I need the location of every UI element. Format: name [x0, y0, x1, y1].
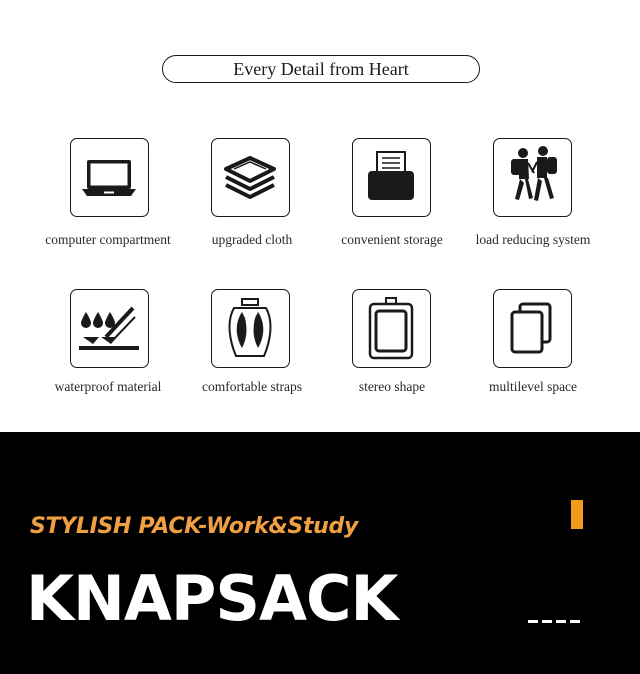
dash — [542, 620, 552, 623]
feature-label-comfortable-straps: comfortable straps — [201, 379, 303, 394]
feature-label-multilevel-space: multilevel space — [488, 379, 578, 394]
frame-icon — [352, 289, 431, 368]
feature-label-stereo-shape: stereo shape — [358, 379, 426, 394]
cloth-layers-icon — [211, 138, 290, 217]
feature-label-waterproof-material: waterproof material — [54, 379, 162, 394]
dash-decoration — [528, 620, 580, 623]
section-title: Every Detail from Heart — [162, 55, 480, 83]
accent-bar — [571, 500, 583, 529]
brand-banner — [0, 432, 640, 674]
feature-label-convenient-storage: convenient storage — [341, 232, 443, 247]
storage-pocket-icon — [352, 138, 431, 217]
feature-label-upgraded-cloth: upgraded cloth — [211, 232, 293, 247]
dash — [528, 620, 538, 623]
banner-tagline: STYLISH PACK-Work&Study — [30, 514, 359, 539]
feature-label-load-reducing-system: load reducing system — [475, 232, 591, 247]
dash — [556, 620, 566, 623]
water-drops-icon — [70, 289, 149, 368]
straps-icon — [211, 289, 290, 368]
laptop-icon — [70, 138, 149, 217]
dash — [570, 620, 580, 623]
feature-label-computer-compartment: computer compartment — [45, 232, 171, 247]
banner-headline: KNAPSACK — [26, 562, 398, 635]
layered-sheets-icon — [493, 289, 572, 368]
hikers-icon — [493, 138, 572, 217]
